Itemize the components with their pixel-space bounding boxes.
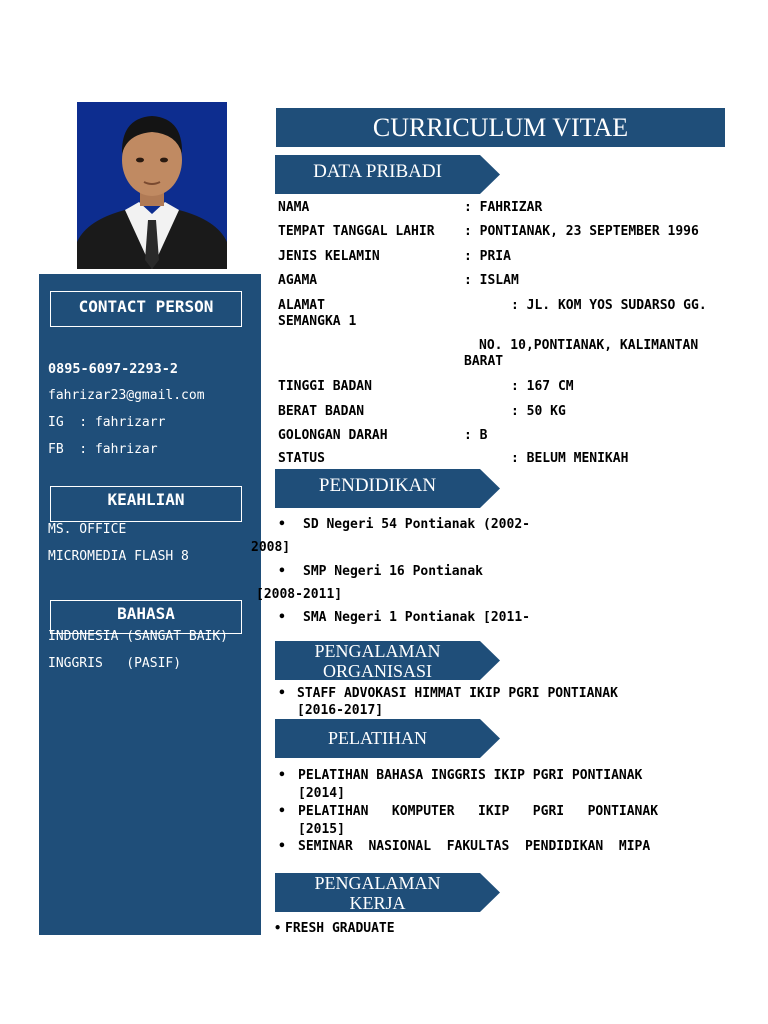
value-weight: : 50 KG — [511, 404, 566, 419]
bullet-icon: • — [278, 686, 286, 701]
personal-data — [278, 200, 738, 462]
label-nama: NAMA — [278, 200, 310, 215]
value-address-line3: NO. 10,PONTIANAK, KALIMANTAN — [479, 338, 699, 353]
section-personal-label: DATA PRIBADI — [313, 161, 442, 182]
training-item: PELATIHAN KOMPUTER IKIP PGRI PONTIANAK — [298, 804, 659, 819]
training-item-cont: [2015] — [298, 822, 345, 837]
value-blood: : B — [464, 428, 488, 443]
portrait-image — [77, 102, 227, 269]
section-education-label: PENDIDIKAN — [318, 475, 437, 496]
bullet-icon: • — [278, 517, 286, 532]
bullet-icon: • — [278, 564, 286, 579]
value-religion: : ISLAM — [464, 273, 519, 288]
section-organization-label-1: PENGALAMAN — [314, 641, 441, 661]
language-heading: BAHASA — [50, 600, 242, 634]
education-item-cont: [2008-2011] — [256, 587, 343, 602]
page-title: CURRICULUM VITAE — [276, 108, 725, 147]
phone-number: 0895-6097-2293-2 — [48, 361, 179, 377]
value-height: : 167 CM — [511, 379, 574, 394]
value-address-line2: SEMANGKA 1 — [278, 314, 357, 329]
training-item: SEMINAR NASIONAL FAKULTAS PENDIDIKAN MIPA — [298, 839, 651, 854]
skill-item: MICROMEDIA FLASH 8 — [48, 549, 189, 564]
section-work — [275, 873, 500, 912]
label-blood: GOLONGAN DARAH — [278, 428, 388, 443]
section-work-label-1: PENGALAMAN — [314, 873, 441, 893]
training-item-cont: [2014] — [298, 786, 345, 801]
value-gender: : PRIA — [464, 249, 511, 264]
section-organization-label-2: ORGANISASI — [322, 661, 432, 681]
value-address-line1: : JL. KOM YOS SUDARSO GG. — [511, 298, 707, 313]
education-item: SMA Negeri 1 Pontianak [2011- — [303, 610, 530, 625]
label-ttl: TEMPAT TANGGAL LAHIR — [278, 224, 435, 239]
section-personal — [275, 155, 500, 194]
profile-photo — [77, 102, 227, 269]
label-address: ALAMAT — [278, 298, 325, 313]
education-item: SMP Negeri 16 Pontianak — [303, 564, 484, 579]
language-item: INGGRIS (PASIF) — [48, 656, 182, 671]
value-status: : BELUM MENIKAH — [511, 451, 629, 462]
education-item: SD Negeri 54 Pontianak (2002- — [303, 517, 530, 532]
bullet-icon: • — [278, 839, 286, 854]
section-education — [275, 469, 500, 508]
education-item-cont: 2008] — [251, 540, 291, 555]
instagram-handle: IG : fahrizarr — [48, 415, 166, 430]
bullet-icon: • — [278, 804, 286, 819]
bullet-icon: • — [278, 610, 286, 625]
organization-item-cont: [2016-2017] — [297, 703, 384, 718]
label-gender: JENIS KELAMIN — [278, 249, 380, 264]
email-address: fahrizar23@gmail.com — [48, 388, 205, 403]
value-ttl: : PONTIANAK, 23 SEPTEMBER 1996 — [464, 224, 699, 239]
sidebar — [39, 274, 261, 935]
section-organization — [275, 641, 500, 680]
work-item: FRESH GRADUATE — [285, 921, 395, 936]
value-nama: : FAHRIZAR — [464, 200, 543, 215]
section-work-label-2: KERJA — [349, 893, 406, 913]
organization-item: STAFF ADVOKASI HIMMAT IKIP PGRI PONTIANAK — [297, 686, 618, 701]
label-weight: BERAT BADAN — [278, 404, 365, 419]
label-height: TINGGI BADAN — [278, 379, 372, 394]
training-item: PELATIHAN BAHASA INGGRIS IKIP PGRI PONTIANAK — [298, 768, 643, 783]
facebook-handle: FB : fahrizar — [48, 442, 158, 457]
label-status: STATUS — [278, 451, 325, 462]
value-address-line4: BARAT — [464, 354, 504, 369]
bullet-icon: • — [274, 921, 282, 935]
section-training-label: PELATIHAN — [328, 728, 427, 748]
label-religion: AGAMA — [278, 273, 318, 288]
skill-item: MS. OFFICE — [48, 522, 127, 537]
skills-heading: KEAHLIAN — [50, 486, 242, 522]
language-item: INDONESIA (SANGAT BAIK) — [48, 629, 229, 644]
bullet-icon: • — [278, 768, 286, 783]
contact-heading: CONTACT PERSON — [50, 291, 242, 327]
section-training — [275, 719, 500, 758]
